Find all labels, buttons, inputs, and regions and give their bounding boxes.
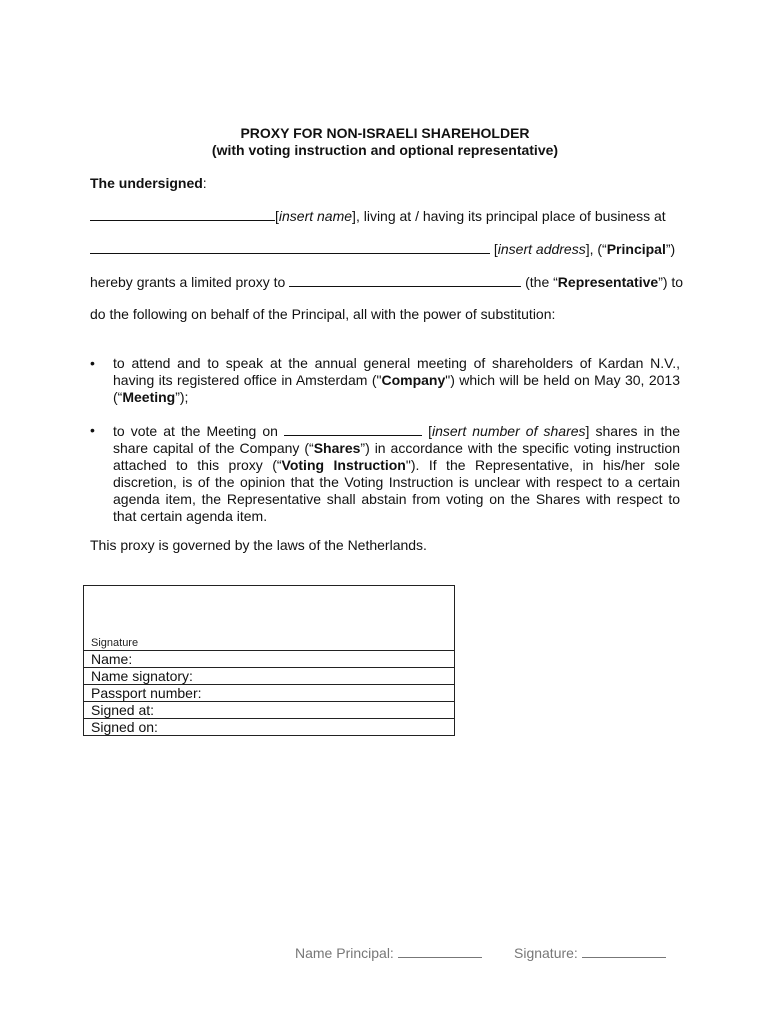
document-subtitle: (with voting instruction and optional representative): [211, 142, 559, 158]
bullet-icon: •: [90, 355, 95, 371]
address-blank[interactable]: [90, 240, 490, 254]
list-item: [90, 355, 680, 406]
signature-area[interactable]: [84, 586, 454, 651]
footer-signature-blank[interactable]: [582, 944, 666, 958]
signed-on-row[interactable]: Signed on:: [91, 719, 158, 735]
list-item: [90, 422, 680, 525]
name-line: [insert name], living at / having its principal place of business at: [90, 207, 666, 225]
name-principal-blank[interactable]: [398, 944, 482, 958]
shares-blank[interactable]: [284, 422, 422, 436]
footer-signature: Signature:: [514, 944, 666, 961]
signed-at-row[interactable]: Signed at:: [84, 702, 454, 719]
representative-blank[interactable]: [289, 273, 521, 287]
document-title: PROXY FOR NON-ISRAELI SHAREHOLDER: [240, 125, 530, 141]
attend-bullet-text: to attend and to speak at the annual general meeting of shareholders of Kardan N.V., having its registered office in Amsterdam ("Company") which will be held on May 30, 2013 (“Meeting”);: [113, 355, 680, 405]
signature-box: [83, 585, 455, 736]
signature-label: Signature: [91, 637, 139, 649]
address-line: [insert address], (“Principal”): [90, 240, 675, 258]
name-row[interactable]: Name:: [84, 651, 454, 668]
substitution-line: do the following on behalf of the Principal, all with the power of substitution:: [90, 306, 556, 322]
passport-number-row[interactable]: Passport number:: [84, 685, 454, 702]
undersigned-heading: The undersigned:: [90, 175, 207, 191]
name-blank[interactable]: [90, 207, 275, 221]
vote-bullet-text: to vote at the Meeting on [insert number of shares] shares in the share capital of the Company (“Shares”) in accordance with the specific voting instruction attached to this proxy (“Voting Instruction"). If the Representative, in his/her sole discretion, is of the opinion that the Voting Instruction is unclear with respect to a certain agenda item, the Representative shall abstain from voting on the Shares with respect to that certain agenda item.: [113, 423, 680, 524]
representative-line: hereby grants a limited proxy to (the “Representative”) to: [90, 274, 684, 290]
name-signatory-row[interactable]: Name signatory:: [84, 668, 454, 685]
footer-name-principal: Name Principal:: [295, 944, 482, 961]
bullet-icon: •: [90, 422, 95, 438]
governing-law-text: This proxy is governed by the laws of the Netherlands.: [90, 537, 427, 553]
